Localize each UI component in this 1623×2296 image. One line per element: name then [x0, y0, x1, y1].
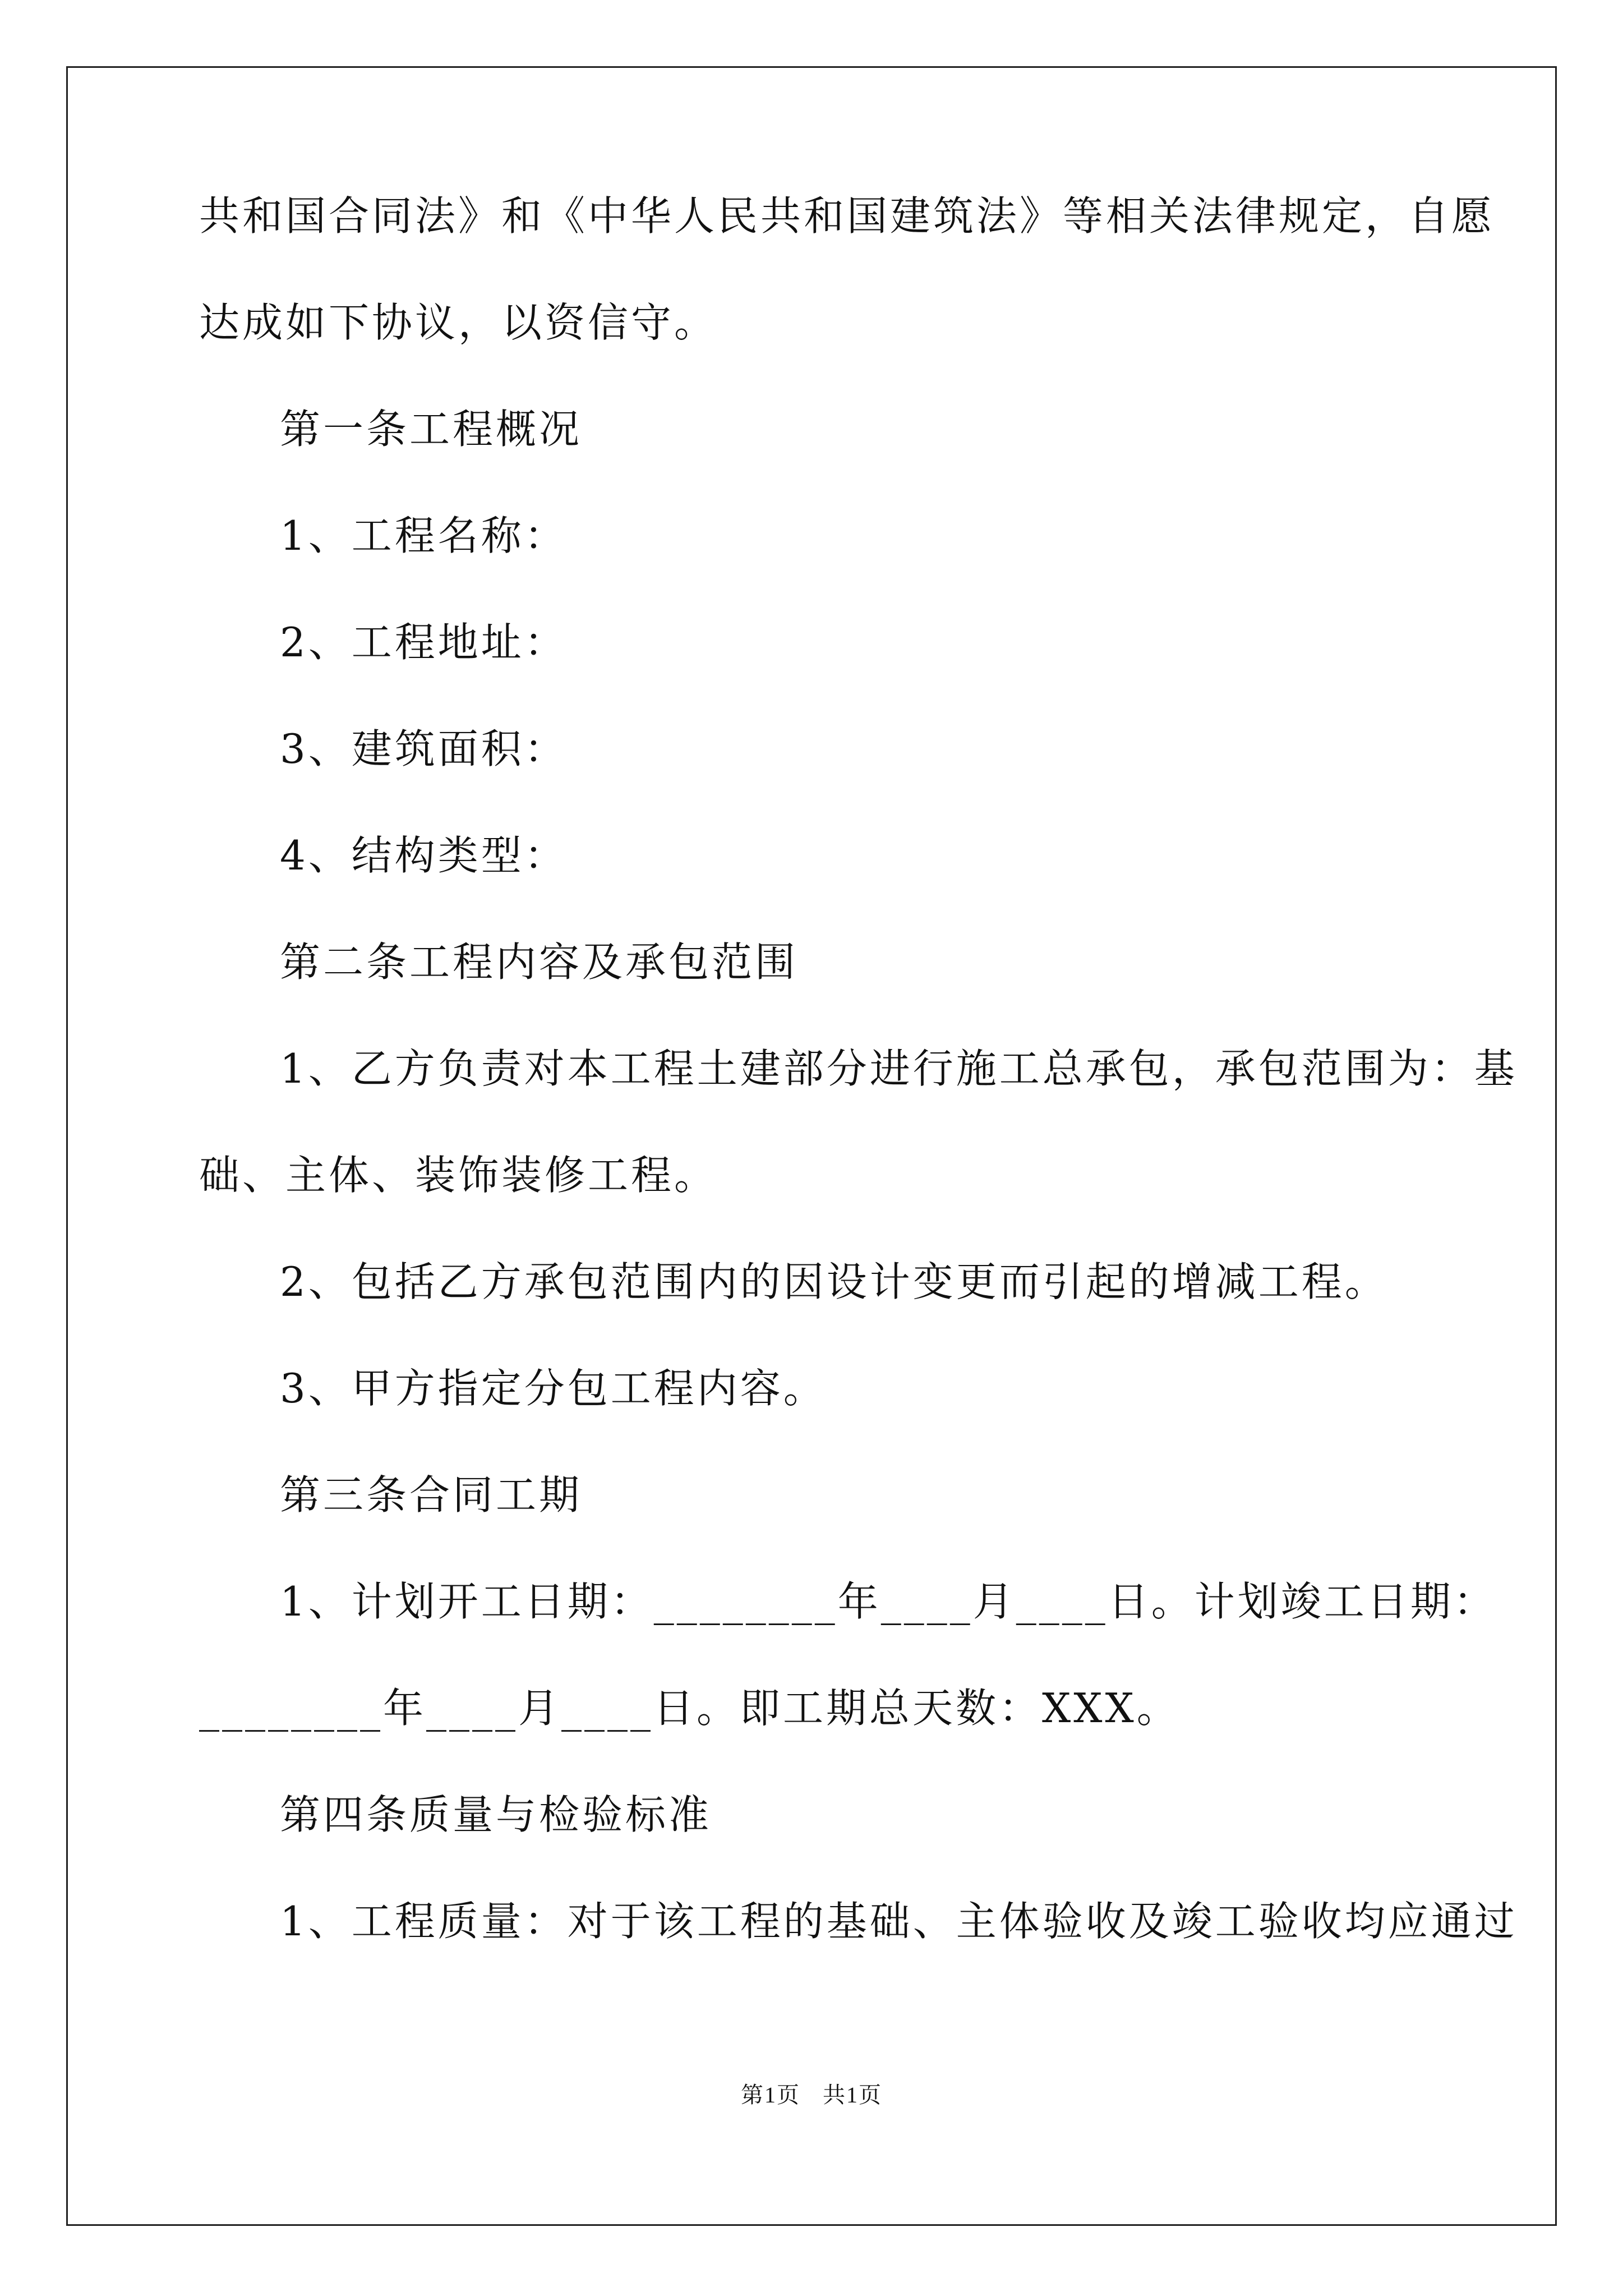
- list-item: 1、计划开工日期：________年____月____日。计划竣工日期：: [280, 1578, 1497, 1625]
- section-heading: 第二条工程内容及承包范围: [280, 938, 799, 986]
- page-number-total: 共1页: [823, 2082, 882, 2108]
- list-item: 1、乙方负责对本工程土建部分进行施工总承包，承包范围为：基: [280, 1045, 1518, 1092]
- list-item: 2、工程地址：: [280, 619, 568, 666]
- page-number-current: 第1页: [741, 2082, 800, 2108]
- list-item: 4、结构类型：: [280, 832, 568, 879]
- section-heading: 第一条工程概况: [280, 406, 583, 453]
- section-heading: 第四条质量与检验标准: [280, 1791, 712, 1838]
- list-item: 3、甲方指定分包工程内容。: [280, 1365, 827, 1412]
- list-item: 2、包括乙方承包范围内的因设计变更而引起的增减工程。: [280, 1258, 1388, 1305]
- page-footer: [0, 2081, 1623, 2109]
- list-item: 1、工程质量：对于该工程的基础、主体验收及竣工验收均应通过: [280, 1898, 1518, 1945]
- section-heading: 第三条合同工期: [280, 1471, 583, 1519]
- list-item: 3、建筑面积：: [280, 725, 568, 772]
- paragraph-line: ________年____月____日。即工期总天数：XXX。: [199, 1685, 1180, 1732]
- list-item: 1、工程名称：: [280, 512, 568, 559]
- paragraph-line: 础、主体、装饰装修工程。: [199, 1152, 718, 1199]
- paragraph-line: 共和国合同法》和《中华人民共和国建筑法》等相关法律规定，自愿: [199, 192, 1495, 240]
- paragraph-line: 达成如下协议，以资信守。: [199, 299, 718, 346]
